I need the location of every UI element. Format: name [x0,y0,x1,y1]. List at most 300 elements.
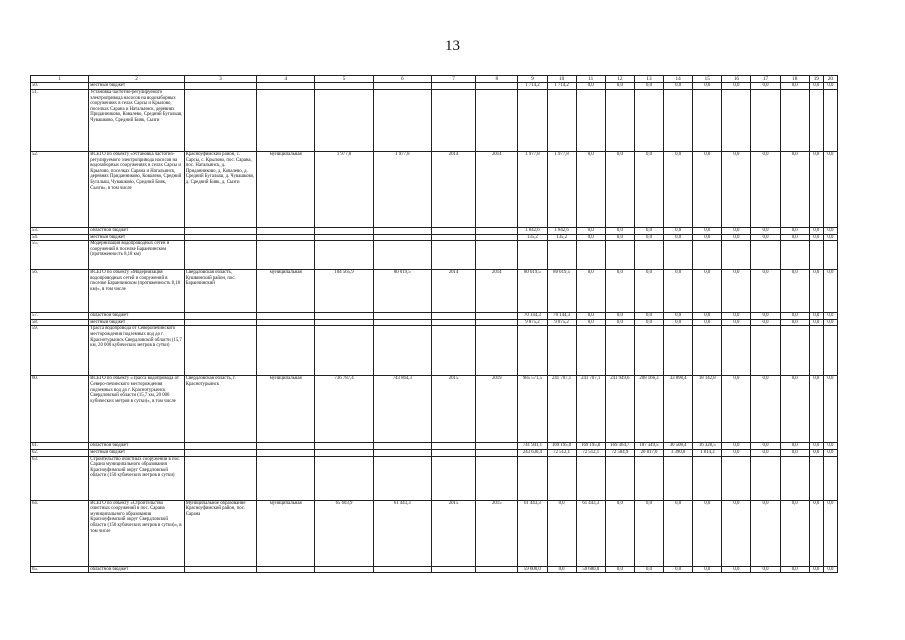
table-row [31,500,838,566]
table-cell [315,234,373,241]
table-cell: 0,0 [605,228,634,235]
table-cell: 0,0 [780,228,809,235]
table-cell: 0,0 [664,313,693,320]
table-cell: 0,0 [634,500,663,566]
table-cell [809,90,823,152]
table-cell [664,456,693,500]
table-cell: 9 875,2 [547,319,576,326]
table-cell: 0,0 [780,270,809,313]
investment-table [30,75,838,573]
table-cell: 0,0 [634,234,663,241]
table-cell [476,241,518,270]
table-cell [315,228,373,235]
table-cell [576,456,605,500]
table-cell [184,241,256,270]
table-cell: 0,0 [722,449,751,456]
table-cell [257,566,315,573]
table-cell [476,228,518,235]
table-cell: 1 842,6 [518,228,547,235]
column-number-cell: 15 [693,76,722,83]
table-cell [184,234,256,241]
table-cell: ВСЕГО по объекту «Строительство очистных сооружений в пос. Сарана муниципального образования Красноуфимский округ Свердловской области (150 кубических метров в сутки)», в том числе [89,500,184,566]
table-cell [780,326,809,376]
table-cell: 0,0 [576,228,605,235]
table-cell: 20 817,0 [634,449,663,456]
table-cell [476,83,518,90]
table-cell: 2019 [476,376,518,443]
table-cell: 0,0 [634,566,663,573]
table-cell: 72 512,1 [547,449,576,456]
table-cell: 2014 [431,152,475,228]
table-cell [576,326,605,376]
table-cell: 0,0 [722,270,751,313]
table-row [31,456,838,500]
table-cell: 0,0 [751,83,780,90]
table-cell: областной бюджет [89,443,184,450]
table-cell: 104 565,9 [315,270,373,313]
table-cell: 0,0 [751,319,780,326]
table-cell: 169 364,7 [605,443,634,450]
table-row [31,376,838,443]
table-cell [476,566,518,573]
table-cell: Модернизация водопроводных сетей и сооружений в поселке Баранчинском (протяженность 8,18 км) [89,241,184,270]
table-cell [518,90,547,152]
table-cell: 70 144,3 [547,313,576,320]
table-cell: 61 443,3 [518,500,547,566]
table-cell: 72 512,1 [576,449,605,456]
table-cell [664,241,693,270]
table-cell [373,90,431,152]
table-cell [184,313,256,320]
column-number-cell: 6 [373,76,431,83]
column-number-cell: 17 [751,76,780,83]
table-cell: 2015 [431,376,475,443]
table-cell: 0,0 [547,566,576,573]
table-cell: 0,0 [823,449,837,456]
table-row [31,234,838,241]
table-cell: 0,0 [722,376,751,443]
table-cell [431,456,475,500]
table-cell: 3 390,0 [664,449,693,456]
table-cell [722,90,751,152]
table-cell: 0,0 [809,319,823,326]
table-cell: 0,0 [664,319,693,326]
table-cell [634,326,663,376]
table-cell [823,326,837,376]
table-cell: 2014 [476,152,518,228]
table-cell [315,566,373,573]
table-cell: 0,0 [780,313,809,320]
table-cell [373,456,431,500]
table-cell [257,456,315,500]
table-cell: 243 630,4 [518,449,547,456]
table-cell: 0,0 [809,376,823,443]
column-number-cell: 18 [780,76,809,83]
table-row [31,83,838,90]
table-cell [476,319,518,326]
table-cell: 0,0 [809,152,823,228]
table-cell: 0,0 [664,270,693,313]
table-cell: 241 949,6 [605,376,634,443]
page-number: 13 [445,38,460,54]
table-cell: 0,0 [809,566,823,573]
table-cell: 0,0 [780,83,809,90]
table-cell [257,443,315,450]
table-cell: 0,0 [605,83,634,90]
table-cell [431,313,475,320]
table-cell [751,456,780,500]
table-cell: 59 600,0 [518,566,547,573]
table-cell: 0,0 [634,319,663,326]
table-cell: 0,0 [693,83,722,90]
table-cell: 0,0 [693,319,722,326]
table-cell: 0,0 [751,270,780,313]
table-cell [634,241,663,270]
table-cell: муниципальная [257,152,315,228]
table-cell: 1 814,3 [693,449,722,456]
table-cell: Муниципальное образование Красноуфимский район, пос. Сарана [184,500,256,566]
table-cell: 72 584,9 [605,449,634,456]
table-cell: 741 941,1 [518,443,547,450]
column-number-cell: 16 [722,76,751,83]
table-cell [184,326,256,376]
table-cell: 0,0 [722,319,751,326]
table-cell [431,234,475,241]
table-cell: 2014 [431,270,475,313]
table-cell [576,90,605,152]
table-cell: 0,0 [780,376,809,443]
table-cell: 0,0 [634,152,663,228]
table-cell: 70 144,3 [518,313,547,320]
table-cell: местный бюджет [89,319,184,326]
table-cell [257,83,315,90]
table-cell [431,90,475,152]
table-cell: 0,0 [693,270,722,313]
table-cell [184,449,256,456]
table-cell: 0,0 [823,83,837,90]
table-row [31,152,838,228]
column-number-cell: 9 [518,76,547,83]
table-cell: 61 443,3 [576,500,605,566]
column-number-row [31,76,838,83]
column-number-cell: 2 [89,76,184,83]
table-cell: Свердловская область, г. Краснотурьинск [184,376,256,443]
column-number-cell: 1 [31,76,89,83]
table-cell: 9 875,2 [518,319,547,326]
row-number-cell: 58. [31,319,89,326]
table-cell [184,443,256,450]
table-row [31,228,838,235]
table-cell [315,319,373,326]
table-cell: Строительство очистных сооружений в пос. Сарана муниципального образования Красноуфимский округ Свердловской области (150 кубических метров в сутки) [89,456,184,500]
table-cell: 18 142,8 [693,376,722,443]
row-number-cell: 50. [31,83,89,90]
table-cell: 0,0 [823,376,837,443]
table-cell: местный бюджет [89,234,184,241]
table-cell: 0,0 [823,270,837,313]
table-cell: ВСЕГО по объекту «Модернизация водопроводных сетей и сооружений в поселке Баранчинском (протяженность 8,18 км)», в том числе [89,270,184,313]
table-cell: 0,0 [823,319,837,326]
table-cell [547,456,576,500]
table-cell [780,90,809,152]
table-cell: 1 714,2 [547,83,576,90]
table-cell [605,326,634,376]
table-cell: 0,0 [634,228,663,235]
table-cell [518,241,547,270]
table-cell [373,449,431,456]
table-cell [576,241,605,270]
table-cell: 0,0 [576,234,605,241]
column-number-cell: 10 [547,76,576,83]
table-cell: 0,0 [780,443,809,450]
table-cell [373,228,431,235]
table-cell: 0,0 [722,234,751,241]
table-cell [431,443,475,450]
table-cell [518,456,547,500]
table-cell [518,326,547,376]
row-number-cell: 61. [31,443,89,450]
table-cell [605,90,634,152]
row-number-cell: 56. [31,270,89,313]
table-cell [431,326,475,376]
table-cell: 0,0 [634,270,663,313]
table-cell: 0,0 [664,152,693,228]
table-row [31,326,838,376]
table-cell: 0,0 [809,500,823,566]
table-cell [257,326,315,376]
table-cell [634,456,663,500]
table-cell [184,90,256,152]
table-cell: местный бюджет [89,449,184,456]
table-cell: 187 349,5 [634,443,663,450]
table-cell: 169 195,0 [547,443,576,450]
table-cell [257,90,315,152]
table-cell [315,90,373,152]
table-cell: областной бюджет [89,566,184,573]
table-cell: 169 195,0 [576,443,605,450]
table-cell: 0,0 [693,500,722,566]
row-number-cell: 55. [31,241,89,270]
table-cell [184,228,256,235]
table-cell [315,449,373,456]
table-cell [664,326,693,376]
table-cell: 0,0 [547,500,576,566]
table-cell: 743 864,3 [373,376,431,443]
table-cell [431,83,475,90]
table-cell: Красноуфимский район, с. Сарсы, с. Крылово, пос. Сарана, пос. Натальинск, д. Приданниково, д. Ковалево, д. Средний Бугалыш, д. Чувашково, д. Средний Бияк, д. Сызги [184,152,256,228]
table-cell: 0,0 [693,566,722,573]
table-row [31,319,838,326]
table-cell: 0,0 [605,152,634,228]
table-cell [722,241,751,270]
table-cell [431,319,475,326]
table-cell: 1 714,2 [518,83,547,90]
table-cell [751,241,780,270]
table-cell: областной бюджет [89,313,184,320]
table-cell: 0,0 [605,566,634,573]
table-cell: 0,0 [751,500,780,566]
table-cell [373,234,431,241]
table-cell: 65 603,9 [315,500,373,566]
table-cell: 208 166,3 [634,376,663,443]
table-cell [184,83,256,90]
row-number-cell: 53. [31,228,89,235]
table-cell [780,456,809,500]
table-cell: 0,0 [780,449,809,456]
table-cell: 0,0 [722,83,751,90]
table-body [31,76,838,573]
table-cell [547,241,576,270]
table-cell: 0,0 [605,270,634,313]
table-cell: 0,0 [751,566,780,573]
table-cell [823,90,837,152]
table-cell [257,313,315,320]
table-cell [373,83,431,90]
table-cell: 2014 [476,270,518,313]
table-cell [257,234,315,241]
table-row [31,313,838,320]
table-cell: 0,0 [823,443,837,450]
table-cell: 0,0 [693,152,722,228]
table-cell: 985 571,5 [518,376,547,443]
table-cell: 0,0 [780,500,809,566]
row-number-cell: 57. [31,313,89,320]
row-number-cell: 52. [31,152,89,228]
row-number-cell: 65. [31,566,89,573]
table-cell: 0,0 [693,228,722,235]
row-number-cell: 54. [31,234,89,241]
table-cell: 1 977,8 [547,152,576,228]
column-number-cell: 13 [634,76,663,83]
column-number-cell: 12 [605,76,634,83]
table-cell: 135,2 [547,234,576,241]
table-cell: 0,0 [780,152,809,228]
table-row [31,241,838,270]
table-cell: 0,0 [722,566,751,573]
table-cell: 80 019,5 [518,270,547,313]
table-cell [476,313,518,320]
table-cell: 0,0 [664,228,693,235]
table-cell: 0,0 [780,319,809,326]
table-cell [605,241,634,270]
table-cell: 1 977,8 [518,152,547,228]
table-cell [184,456,256,500]
table-row [31,449,838,456]
table-row [31,90,838,152]
table-cell: 0,0 [664,234,693,241]
table-cell: 0,0 [809,270,823,313]
table-cell: 30 508,4 [664,443,693,450]
table-cell: 0,0 [576,270,605,313]
table-cell: 0,0 [751,234,780,241]
table-cell: 59 600,0 [576,566,605,573]
table-row [31,443,838,450]
table-cell: 16 328,5 [693,443,722,450]
table-cell: 0,0 [780,234,809,241]
table-cell [184,319,256,326]
table-cell: муниципальная [257,500,315,566]
table-cell [431,449,475,456]
column-number-cell: 7 [431,76,475,83]
column-number-cell: 14 [664,76,693,83]
row-number-cell: 60. [31,376,89,443]
table-cell: 0,0 [664,83,693,90]
table-cell: областной бюджет [89,228,184,235]
table-cell: 135,2 [518,234,547,241]
table-cell: 0,0 [751,313,780,320]
table-cell [431,228,475,235]
table-cell [722,456,751,500]
table-cell: ВСЕГО по объекту «Трасса водопровода от Северо-печинского месторождения подземных вод до г. Краснотурьинск Свердловской области (15,7 км, 20 000 кубических метров в сутки)», в том числе [89,376,184,443]
table-cell [373,326,431,376]
table-cell: 0,0 [576,313,605,320]
table-cell: 0,0 [809,443,823,450]
table-cell: 0,0 [823,500,837,566]
table-cell [547,90,576,152]
row-number-cell: 64. [31,500,89,566]
table-cell: 0,0 [751,152,780,228]
table-cell: Свердловская область, Кушвинский район, пос. Баранчинский [184,270,256,313]
table-cell [257,449,315,456]
table-cell [373,241,431,270]
table-cell [693,90,722,152]
column-number-cell: 8 [476,76,518,83]
table-cell [315,241,373,270]
table-cell: 61 443,3 [373,500,431,566]
table-cell [476,456,518,500]
table-cell [809,326,823,376]
table-cell: 0,0 [809,234,823,241]
table-cell: 0,0 [605,313,634,320]
table-cell: 80 019,5 [547,270,576,313]
table-cell: 0,0 [722,152,751,228]
table-cell: Трасса водопровода от Северопечинского месторождения подземных вод до г. Краснотурьинск Свердловской области (15,7 км, 20 000 кубических метров в сутки) [89,326,184,376]
table-cell: 0,0 [576,152,605,228]
table-cell [693,456,722,500]
table-cell: 0,0 [576,319,605,326]
table-cell: 0,0 [605,234,634,241]
table-cell [476,234,518,241]
row-number-cell: 63. [31,456,89,500]
table-cell [315,326,373,376]
table-cell [823,241,837,270]
table-cell: 0,0 [751,228,780,235]
table-cell: 0,0 [693,313,722,320]
table-cell: 0,0 [809,83,823,90]
table-cell: 33 898,4 [664,376,693,443]
table-row [31,566,838,573]
row-number-cell: 59. [31,326,89,376]
table-cell: 80 019,5 [373,270,431,313]
table-cell [184,566,256,573]
table-cell: 0,0 [751,449,780,456]
table-cell: 0,0 [605,500,634,566]
table-cell: 0,0 [722,228,751,235]
table-cell [693,326,722,376]
table-cell [373,313,431,320]
table-cell [605,456,634,500]
table-cell [431,566,475,573]
table-cell [823,456,837,500]
table-cell: 1 842,6 [547,228,576,235]
table-cell: ВСЕГО по объекту «Установка частотно-регулируемого электропривода насосов на водозаборных сооружениях в селах Сарсы и Крылово, поселках Сарана и Натальинск, деревнях Приданниково, Ковалево, Средний Бугалыш, Чувашково, Средний Бияк, Сызги», в том числе [89,152,184,228]
row-number-cell: 62. [31,449,89,456]
table-cell [257,319,315,326]
column-number-cell: 19 [809,76,823,83]
column-number-cell: 3 [184,76,256,83]
table-cell [373,566,431,573]
table-cell: 241 707,1 [547,376,576,443]
